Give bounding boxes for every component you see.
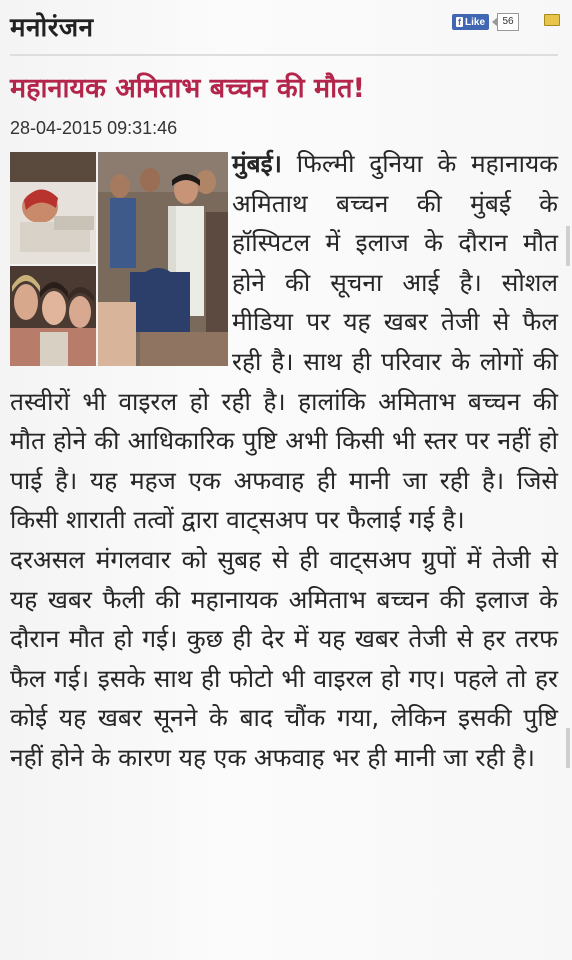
facebook-icon: f xyxy=(458,17,461,27)
scrollbar-thumb[interactable] xyxy=(566,728,570,768)
paragraph-2: दरअसल मंगलवार को सुबह से ही वाट्सअप ग्रुपों में तेजी से यह खबर फैली की महानायक अमिताभ बच्चन की इलाज के दौरान मौत हो गई। कुछ ही देर में यह खबर तेजी से हर तरफ फैल गई। इसके साथ ही फोटो भी वाइरल हो गए। पहले तो हर कोई यह खबर सूनने के बाद चौंक गया, लेकिन इसकी पुष्टि नहीं होने के कारण यह एक अफवाह भर ही मानी जा रही है। xyxy=(10,544,558,772)
facebook-like-button[interactable] xyxy=(452,14,489,30)
dateline: मुंबई। xyxy=(232,149,282,178)
divider xyxy=(10,54,558,56)
article-headline: महानायक अमिताभ बच्चन की मौत! xyxy=(10,73,365,104)
article-timestamp: 28-04-2015 09:31:46 xyxy=(10,118,178,138)
like-count: 56 xyxy=(497,13,519,31)
paragraph-1-text: फिल्मी दुनिया के महानायक अमिताथ बच्चन की मुंबई के हॉस्पिटल में इलाज के दौरान मौत होने की सूचना आई है। सोशल मीडिया पर यह खबर तेजी से फैल रही है। साथ ही परिवार के लोगों की तस्वीरों भी वाइरल हो रही है। हालांकि अमिताभ बच्चन की मौत होने की आधिकारिक पुष्टि अभी किसी भी स्तर पर नहीं हो पाई है। यह महज एक अफवाह ही मानी जा रही है। जिसे किसी शाराती तत्वों द्वारा वाट्सअप पर फैलाई गई है। xyxy=(10,149,558,535)
like-label: Like xyxy=(465,17,486,28)
folder-icon[interactable] xyxy=(544,14,560,26)
article-photo-collage[interactable] xyxy=(10,152,228,366)
scrollbar-thumb[interactable] xyxy=(566,226,570,266)
section-title: मनोरंजन xyxy=(10,13,94,43)
